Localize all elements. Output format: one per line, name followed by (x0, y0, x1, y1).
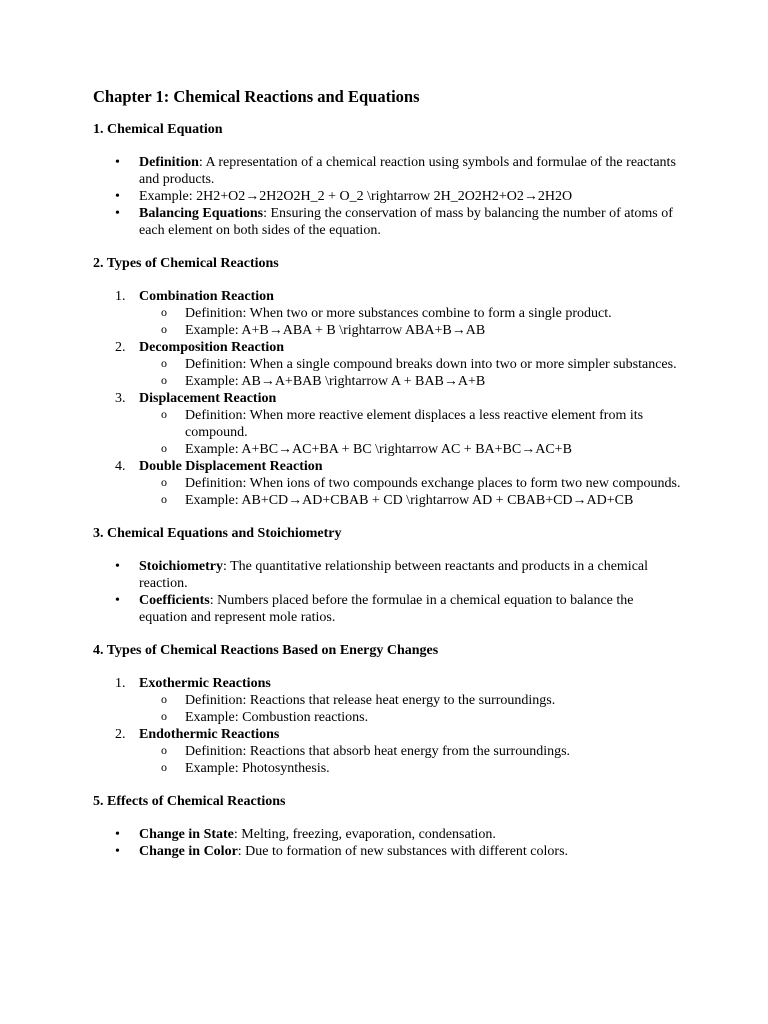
term-text: : Due to formation of new substances with different colors. (237, 844, 569, 859)
list-number: 2. (115, 727, 126, 742)
list-item-exothermic-reactions (93, 675, 683, 726)
list-item-example (93, 188, 683, 205)
example-item: o Example: Combustion reactions. (139, 709, 683, 726)
reaction-title: Decomposition Reaction (139, 340, 285, 355)
reaction-title: Combination Reaction (139, 289, 274, 304)
example-item: o Example: AB→A+BAB \rightarrow A + BAB→A+B (139, 373, 683, 390)
effects-list (93, 826, 683, 860)
list-number: 3. (115, 391, 126, 406)
section-heading-effects: 5. Effects of Chemical Reactions (93, 794, 286, 809)
term-text: : Melting, freezing, evaporation, condensation. (233, 827, 496, 842)
list-item-definition (93, 154, 683, 188)
term: Change in Color (139, 844, 238, 859)
term-text: : A representation of a chemical reaction using symbols and formulae of the reactants and products. (139, 155, 676, 187)
section-heading-types-of-reactions: 2. Types of Chemical Reactions (93, 256, 279, 271)
list-item-coefficients (93, 592, 683, 626)
term: Stoichiometry (139, 559, 223, 574)
reaction-title: Exothermic Reactions (139, 676, 271, 691)
list-item-combination-reaction (93, 288, 683, 339)
list-number: 4. (115, 459, 126, 474)
list-number: 1. (115, 676, 126, 691)
reaction-title: Double Displacement Reaction (139, 459, 323, 474)
reaction-title: Displacement Reaction (139, 391, 277, 406)
sub-list (139, 407, 683, 458)
example-item: o Example: AB+CD→AD+CBAB + CD \rightarrow AD + CBAB+CD→AD+CB (139, 492, 683, 509)
example-text: Example: 2H2+O2→2H2O2H_2 + O_2 \rightarrow 2H_2O2H2+O2→2H2O (139, 189, 573, 204)
section-heading-energy-changes: 4. Types of Chemical Reactions Based on Energy Changes (93, 643, 439, 658)
list-number: 1. (115, 289, 126, 304)
sub-list (139, 692, 683, 726)
definition-item: o Definition: When two or more substances combine to form a single product. (139, 305, 683, 322)
term-text: : The quantitative relationship between reactants and products in a chemical reaction. (139, 559, 649, 591)
sub-list (139, 356, 683, 390)
term-text: : Ensuring the conservation of mass by balancing the number of atoms of each element on both sides of the equation. (139, 206, 673, 238)
definition-item: o Definition: When ions of two compounds exchange places to form two new compounds. (139, 475, 683, 492)
example-item: o Example: A+B→ABA + B \rightarrow ABA+B→AB (139, 322, 683, 339)
section-heading-chemical-equation: 1. Chemical Equation (93, 122, 223, 137)
energy-reaction-list (93, 675, 683, 777)
example-item: o Example: A+BC→AC+BA + BC \rightarrow AC + BA+BC→AC+B (139, 441, 683, 458)
term: Balancing Equations (139, 206, 264, 221)
example-item: o Example: Photosynthesis. (139, 760, 683, 777)
term: Definition (139, 155, 199, 170)
list-item-decomposition-reaction (93, 339, 683, 390)
definition-item: o Definition: When more reactive element displaces a less reactive element from its compound. (139, 407, 683, 441)
definition-item: o Definition: Reactions that absorb heat energy from the surroundings. (139, 743, 683, 760)
list-item-double-displacement-reaction (93, 458, 683, 509)
list-item-balancing-equations (93, 205, 683, 239)
term: Coefficients (139, 593, 210, 608)
section-heading-stoichiometry: 3. Chemical Equations and Stoichiometry (93, 526, 342, 541)
chapter-title: Chapter 1: Chemical Reactions and Equations (93, 87, 420, 106)
term-text: : Numbers placed before the formulae in a chemical equation to balance the equation and represent mole ratios. (139, 593, 634, 625)
reaction-types-list (93, 288, 683, 509)
document-page (93, 87, 683, 876)
term: Change in State (139, 827, 234, 842)
sub-list (139, 305, 683, 339)
sub-list (139, 743, 683, 777)
chemical-equation-list (93, 154, 683, 239)
definition-item: o Definition: When a single compound breaks down into two or more simpler substances. (139, 356, 683, 373)
sub-list (139, 475, 683, 509)
list-item-endothermic-reactions (93, 726, 683, 777)
list-item-change-in-state (93, 826, 683, 843)
stoichiometry-list (93, 558, 683, 626)
reaction-title: Endothermic Reactions (139, 727, 280, 742)
list-item-change-in-color (93, 843, 683, 860)
list-number: 2. (115, 340, 126, 355)
list-item-stoichiometry (93, 558, 683, 592)
definition-item: o Definition: Reactions that release heat energy to the surroundings. (139, 692, 683, 709)
list-item-displacement-reaction (93, 390, 683, 458)
